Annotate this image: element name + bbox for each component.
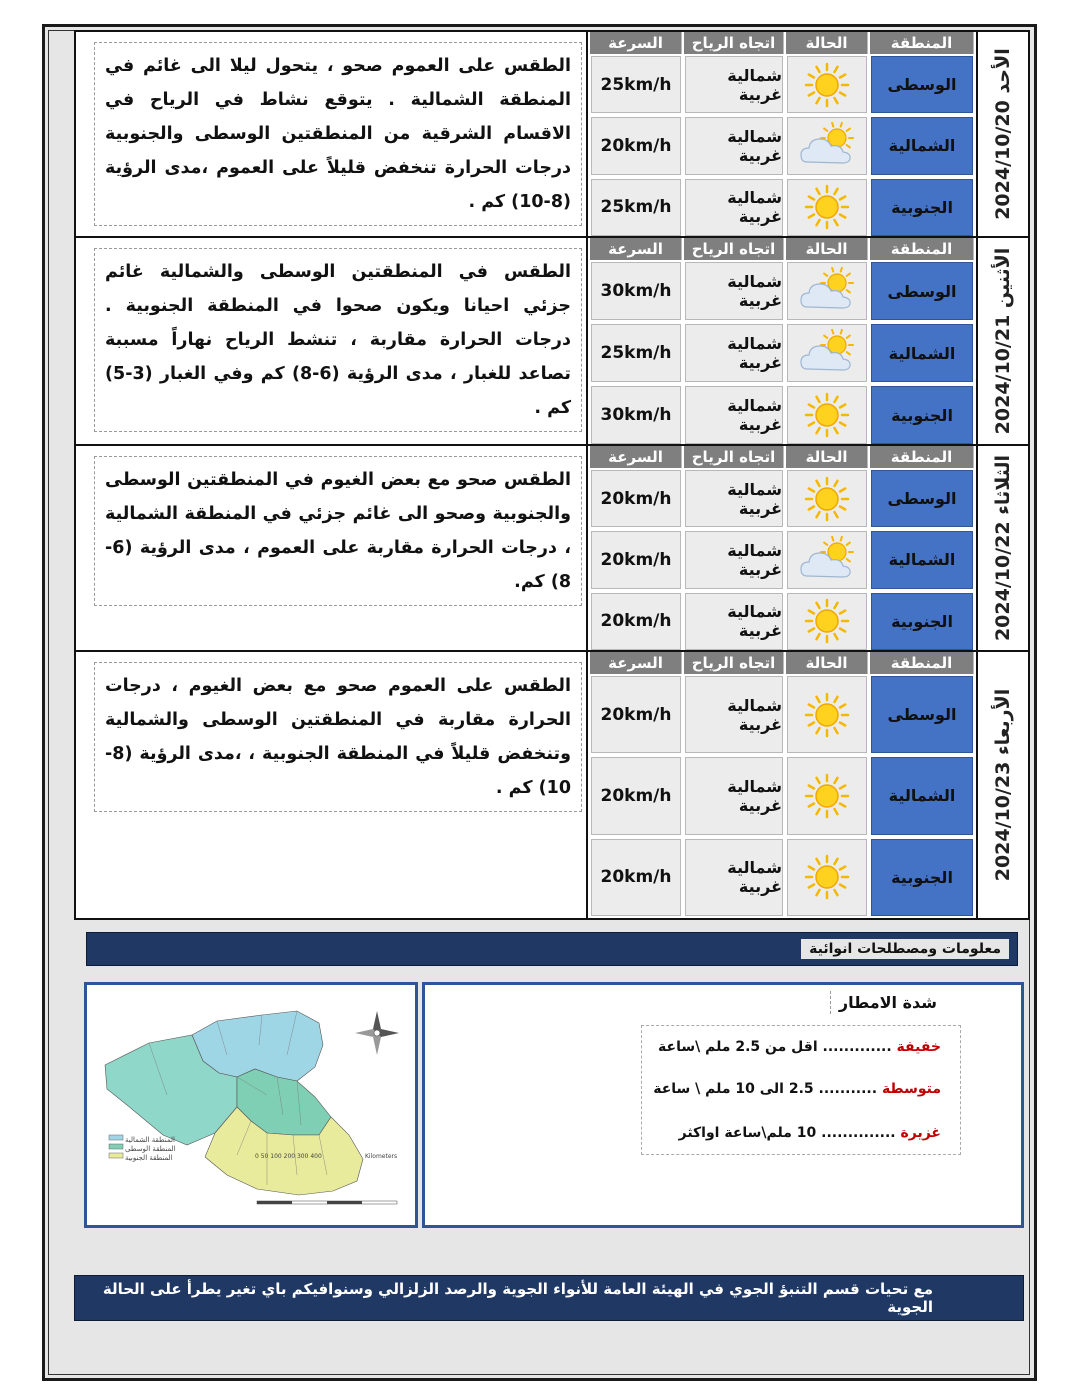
speed-cell: 20km/h [591,470,681,527]
day-table [590,32,976,236]
region-cell: الشمالية [871,117,973,174]
region-cell: الجنوبية [871,386,973,444]
speed-cell: 30km/h [591,262,681,320]
wind-direction-cell: شمالية غربية [685,386,783,444]
sun-icon [803,475,851,523]
condition-cell [787,117,867,174]
footer-text: مع تحيات قسم التنبؤ الجوي في الهيئة العامة للأنواء الجوية والرصد الزلزالي وسنوافيكم باي تغير يطرأ على الحالة الجوية [102,1280,933,1316]
day-description-cell [76,446,588,650]
forecast-day [76,652,1028,918]
condition-cell [787,839,867,916]
wind-direction-cell: شمالية غربية [685,117,783,174]
day-description: الطقس على العموم صحو ، يتحول ليلا الى غائم في المنطقة الشمالية . يتوقع نشاط في الرياح في الاقسام الشرقية من المنطقتين الوسطى والجنوبية درجات الحرارة تنخفض قليلاً على العموم ،مدى الرؤية (8-10) كم . [94,42,582,226]
condition-cell [787,262,867,320]
partly-cloudy-icon [797,329,857,377]
map-scale-bar [257,1201,397,1204]
wind-direction-cell: شمالية غربية [685,593,783,650]
day-date: الأثنين 2024/10/21 [992,247,1014,435]
region-header: المنطقة [870,238,974,260]
speed-header: السرعة [590,238,682,260]
map-legend [109,1135,123,1158]
rain-intensity-panel [422,982,1024,1228]
forecast-day [76,446,1028,652]
footer-bar [74,1275,1024,1321]
wind-direction-header: اتجاه الرياح [684,238,784,260]
condition-cell [787,470,867,527]
region-cell: الشمالية [871,324,973,382]
day-date-cell [976,446,1028,650]
sun-icon [803,853,851,901]
wind-direction-cell: شمالية غربية [685,56,783,113]
speed-cell: 25km/h [591,324,681,382]
speed-cell: 20km/h [591,117,681,174]
region-cell: الشمالية [871,531,973,588]
rain-title: شدة الامطار [830,991,945,1014]
sun-icon [803,772,851,820]
wind-direction-cell: شمالية غربية [685,757,783,834]
speed-header: السرعة [590,652,682,674]
condition-cell [787,179,867,236]
day-date: الثلاثاء 2024/10/22 [992,454,1014,642]
sun-icon [803,597,851,645]
partly-cloudy-icon [797,536,857,584]
wind-direction-cell: شمالية غربية [685,676,783,753]
speed-cell: 20km/h [591,531,681,588]
iraq-map [87,985,415,1225]
rain-heavy-label: غزيرة [900,1125,941,1141]
legend-central: المنطقة الوسطى [125,1145,176,1153]
speed-header: السرعة [590,446,682,468]
condition-cell [787,324,867,382]
region-cell: الشمالية [871,757,973,834]
region-header: المنطقة [870,652,974,674]
condition-header: الحالة [786,652,868,674]
region-cell: الوسطى [871,262,973,320]
condition-cell [787,757,867,834]
speed-header: السرعة [590,32,682,54]
scale-unit: Kilometers [365,1153,398,1160]
rain-moderate-label: متوسطة [881,1081,941,1097]
day-date-cell [976,238,1028,444]
region-cell: الجنوبية [871,593,973,650]
day-table [590,238,976,444]
wind-direction-header: اتجاه الرياح [684,32,784,54]
condition-cell [787,676,867,753]
legend-south: المنطقة الجنوبية [125,1154,173,1162]
wind-direction-header: اتجاه الرياح [684,652,784,674]
rain-light-text: ............. اقل من 2.5 ملم \ساعة [658,1039,892,1055]
rain-light-label: خفيفة [896,1039,941,1055]
condition-cell [787,593,867,650]
wind-direction-cell: شمالية غربية [685,179,783,236]
legend-north: المنطقة الشمالية [125,1136,175,1144]
speed-cell: 25km/h [591,179,681,236]
region-cell: الوسطى [871,56,973,113]
sun-icon [803,61,851,109]
forecast-day [76,32,1028,238]
region-cell: الوسطى [871,470,973,527]
rain-light [658,1039,941,1055]
day-description: الطقس صحو مع بعض الغيوم في المنطقتين الوسطى والجنوبية وصحو الى غائم جزئي في المنطقة الشمالية ، درجات الحرارة مقاربة على العموم ، مدى الرؤية (6-8) كم. [94,456,582,606]
day-date: الأحد 2024/10/20 [992,48,1014,220]
condition-cell [787,56,867,113]
day-description: الطقس على العموم صحو مع بعض الغيوم ، درجات الحرارة مقاربة في المنطقتين الوسطى والشمالية وتنخفض قليلاً في المنطقة الجنوبية ، ،مدى الرؤية (8-10) كم . [94,662,582,812]
wind-direction-header: اتجاه الرياح [684,446,784,468]
map-panel [84,982,418,1228]
condition-header: الحالة [786,32,868,54]
region-cell: الوسطى [871,676,973,753]
day-description-cell [76,238,588,444]
scale-label: 0 50 100 200 300 400 [255,1153,322,1160]
region-header: المنطقة [870,446,974,468]
speed-cell: 25km/h [591,56,681,113]
sun-icon [803,691,851,739]
partly-cloudy-icon [797,122,857,170]
day-description-cell [76,32,588,236]
speed-cell: 30km/h [591,386,681,444]
condition-header: الحالة [786,446,868,468]
wind-direction-cell: شمالية غربية [685,470,783,527]
day-date: الأربعاء 2024/10/23 [992,688,1014,882]
info-bar [86,932,1018,966]
rain-heavy [679,1125,941,1141]
wind-direction-cell: شمالية غربية [685,839,783,916]
speed-cell: 20km/h [591,593,681,650]
compass-rose-icon [355,1011,399,1055]
day-table [590,446,976,650]
condition-header: الحالة [786,238,868,260]
wind-direction-cell: شمالية غربية [685,531,783,588]
region-header: المنطقة [870,32,974,54]
speed-cell: 20km/h [591,757,681,834]
wind-direction-cell: شمالية غربية [685,262,783,320]
forecast-day [76,238,1028,446]
speed-cell: 20km/h [591,839,681,916]
day-table [590,652,976,918]
day-description: الطقس في المنطقتين الوسطى والشمالية غائم جزئي احيانا ويكون صحوا في المنطقة الجنوبية . درجات الحرارة مقاربة ، تنشط الرياح نهاراً مسببة تصاعد للغبار ، مدى الرؤية (6-8) كم وفي الغبار (3-5) كم . [94,248,582,432]
partly-cloudy-icon [797,267,857,315]
sun-icon [803,183,851,231]
wind-direction-cell: شمالية غربية [685,324,783,382]
day-date-cell [976,652,1028,918]
condition-cell [787,386,867,444]
info-title: معلومات ومصطلحات انوائية [801,939,1009,959]
sun-icon [803,391,851,439]
region-cell: الجنوبية [871,179,973,236]
rain-moderate [653,1081,941,1097]
region-cell: الجنوبية [871,839,973,916]
rain-moderate-text: ........... 2.5 الى 10 ملم \ ساعة [653,1081,878,1097]
speed-cell: 20km/h [591,676,681,753]
rain-heavy-text: .............. 10 ملم\ساعة اواكثر [678,1125,896,1141]
condition-cell [787,531,867,588]
day-description-cell [76,652,588,918]
forecast-table [74,30,1030,920]
day-date-cell [976,32,1028,236]
